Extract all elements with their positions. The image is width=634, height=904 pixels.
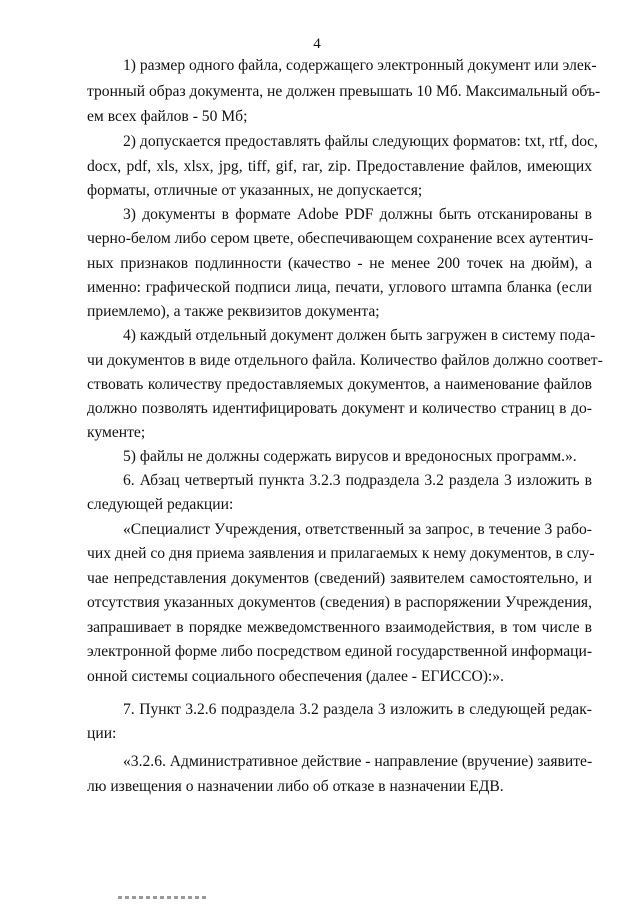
text-line: кументе; <box>87 424 146 441</box>
text-line: следующей редакции: <box>87 496 234 513</box>
text-line: ем всех файлов - 50 Мб; <box>87 108 248 125</box>
text-line: приемлемо), а также реквизитов документа; <box>87 303 380 320</box>
text-line: ции: <box>87 725 117 742</box>
text-line: ных признаков подлинности (качество - не менее 200 точек на дюйм), а <box>87 255 592 272</box>
text-line: 6. Абзац четвертый пункта 3.2.3 подраздела 3.2 раздела 3 изложить в <box>123 472 592 489</box>
text-line: «Специалист Учреждения, ответственный за запрос, в течение 3 рабо- <box>123 521 592 538</box>
text-line: форматы, отличные от указанных, не допускается; <box>87 182 423 199</box>
page-number: 4 <box>313 36 321 52</box>
text-line: чи документов в виде отдельного файла. Количество файлов должно соответ- <box>87 352 603 369</box>
text-line: docx, pdf, xls, xlsx, jpg, tiff, gif, rar, zip. Предоставление файлов, имеющих <box>87 158 592 175</box>
text-line: 4) каждый отдельный документ должен быть загружен в систему пода- <box>123 327 596 344</box>
text-line: запрашивает в порядке межведомственного взаимодействия, в том числе в <box>87 619 592 636</box>
text-line: отсутствия указанных документов (сведения) в распоряжении Учреждения, <box>87 594 592 611</box>
text-line: 7. Пункт 3.2.6 подраздела 3.2 раздела 3 изложить в следующей редак- <box>123 701 592 718</box>
scan-artifact <box>118 896 208 899</box>
text-line: лю извещения о назначении либо об отказе в назначении ЕДВ. <box>87 778 504 795</box>
text-line: именно: графической подписи лица, печати, углового штампа бланка (если <box>87 279 592 296</box>
text-line: должно позволять идентифицировать документ и количество страниц в до- <box>87 400 592 417</box>
text-line: 5) файлы не должны содержать вирусов и вредоносных программ.». <box>123 448 577 465</box>
text-line: онной системы социального обеспечения (далее - ЕГИССО):». <box>87 668 504 685</box>
text-line: черно-белом либо сером цвете, обеспечивающем сохранение всех аутентич- <box>87 230 594 247</box>
text-line: 2) допускается предоставлять файлы следующих форматов: txt, rtf, doc, <box>123 133 598 150</box>
text-line: «3.2.6. Административное действие - направление (вручение) заявите- <box>123 753 593 770</box>
text-line: чае непредставления документов (сведений) заявителем самостоятельно, и <box>87 570 592 587</box>
text-line: электронной форме либо посредством единой государственной информаци- <box>87 643 593 660</box>
text-line: ствовать количеству предоставляемых документов, а наименование файлов <box>87 376 592 393</box>
text-line: 3) документы в формате Adobe PDF должны быть отсканированы в <box>123 206 592 223</box>
text-line: 1) размер одного файла, содержащего электронный документ или элек- <box>123 57 597 74</box>
text-line: чих дней со дня приема заявления и прилагаемых к нему документов, в слу- <box>87 545 595 562</box>
text-line: тронный образ документа, не должен превышать 10 Мб. Максимальный объ- <box>87 83 601 100</box>
